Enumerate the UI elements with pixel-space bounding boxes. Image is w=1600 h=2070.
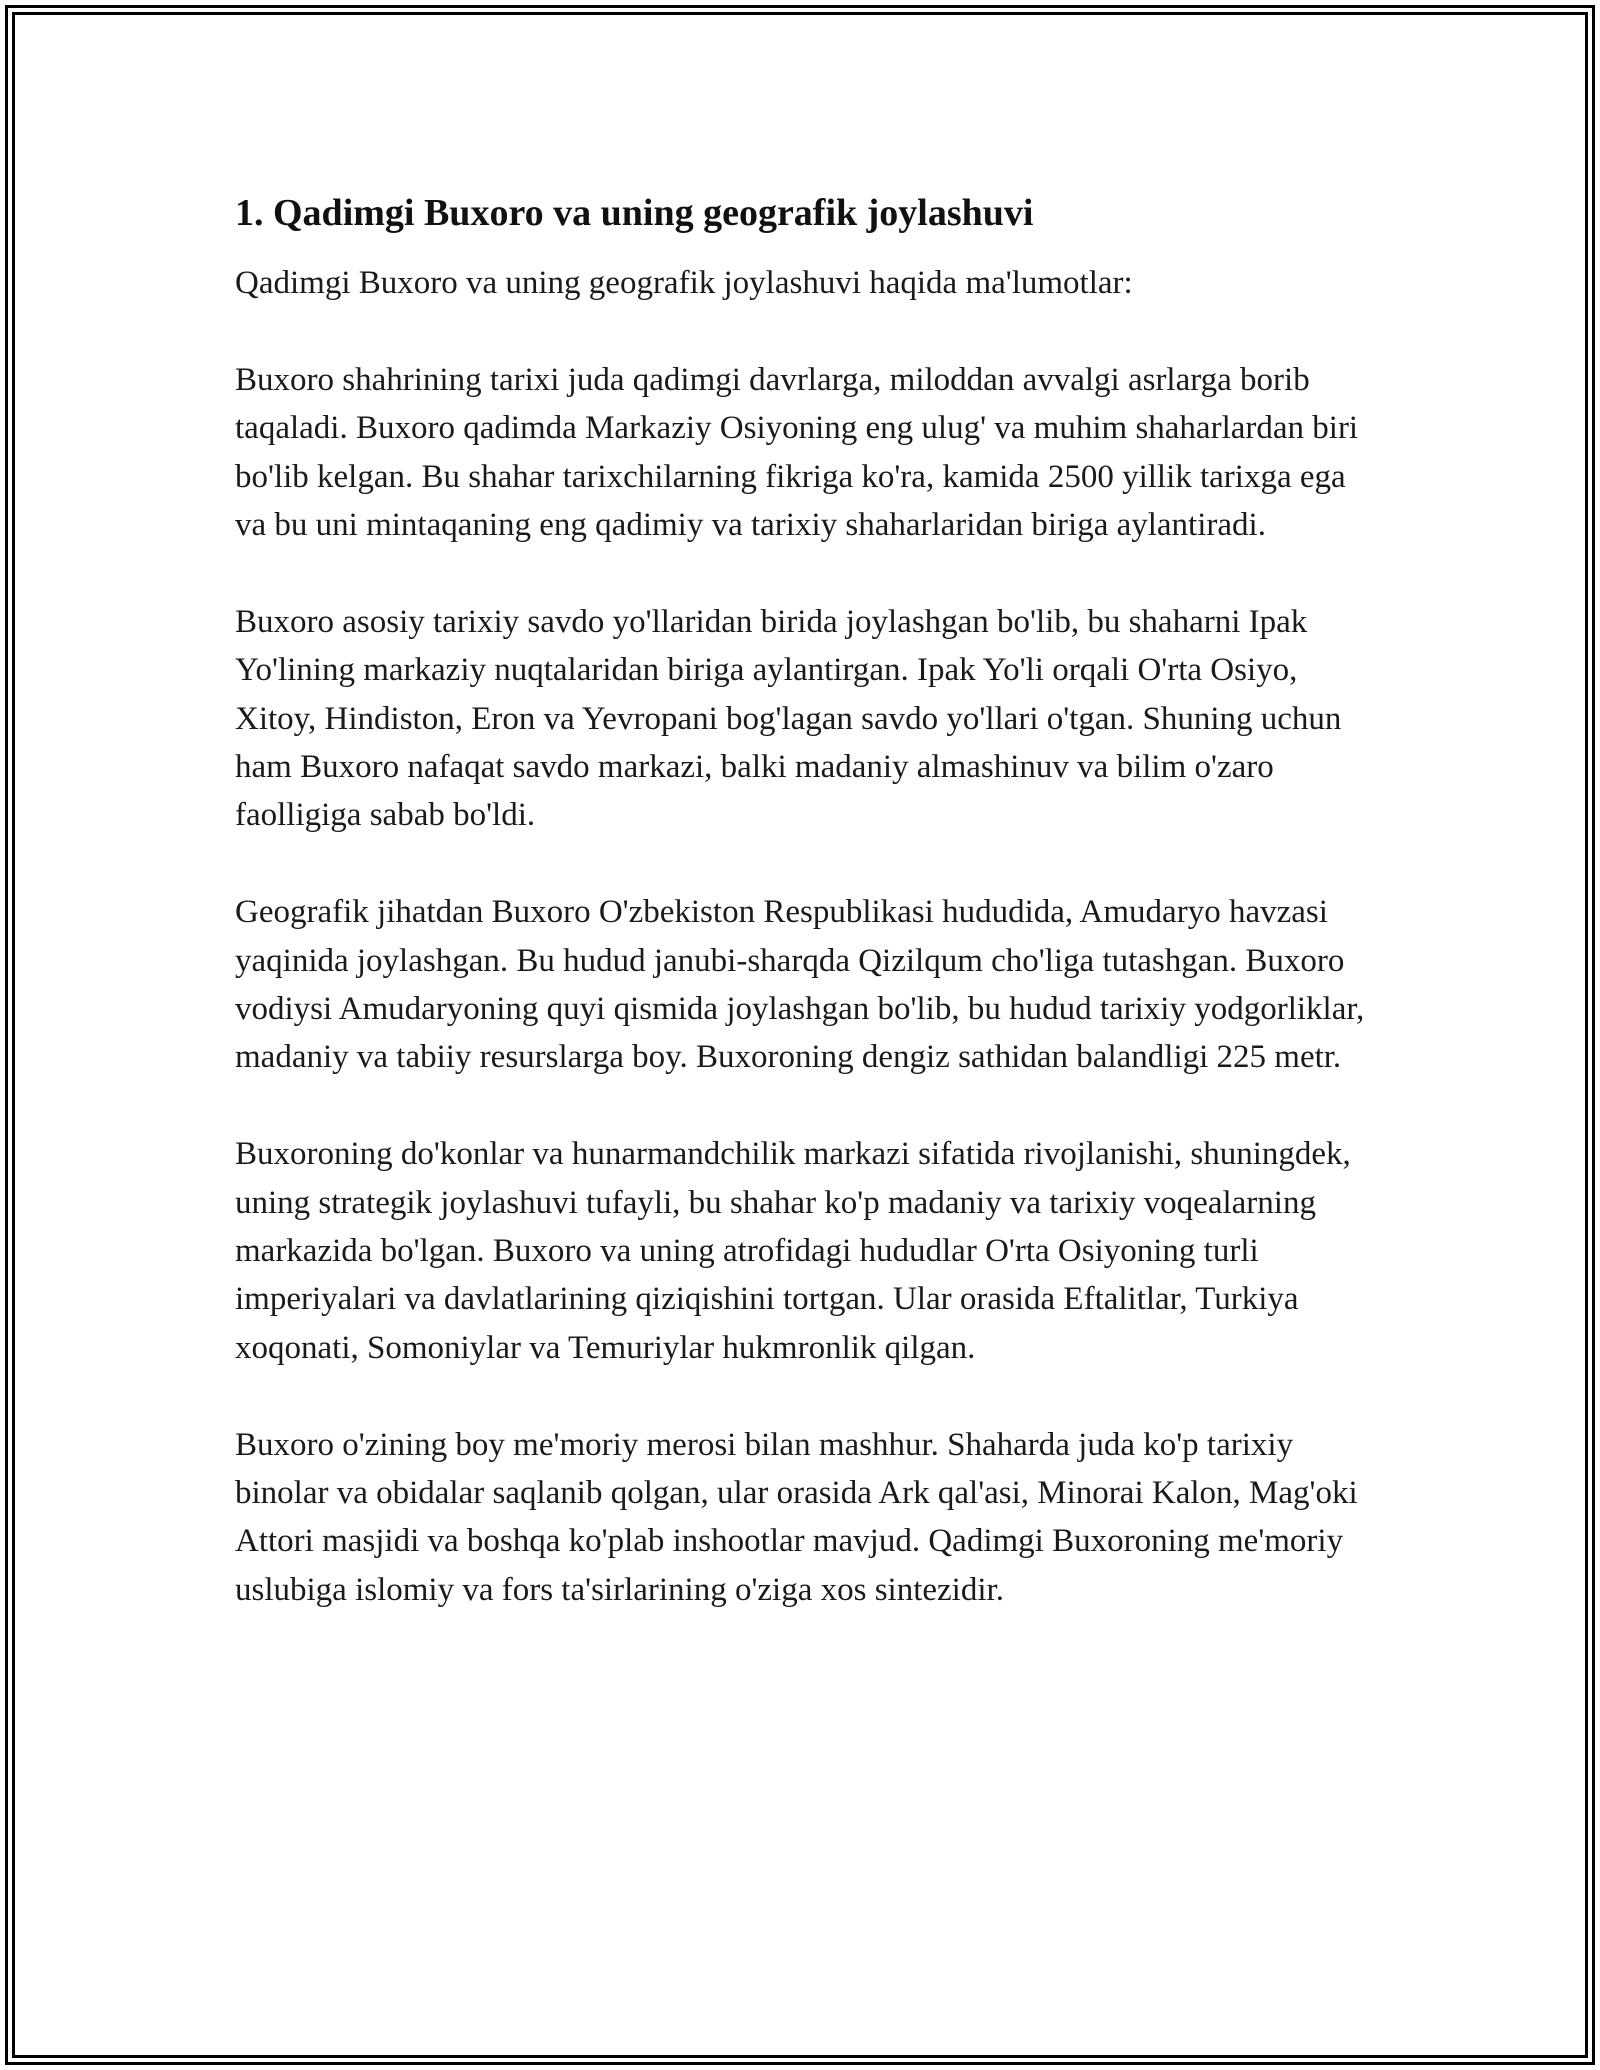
geography-paragraph: Geografik jihatdan Buxoro O'zbekiston Respublikasi hududida, Amudaryo havzasi yaqinida joylashgan. Bu hudud janubi-sharqda Qizilqum cho'liga tutashgan. Buxoro vodiysi Amudaryoning quyi qismida joylashgan bo'lib, bu hudud tarixiy yodgorliklar, madaniy va tabiiy resurslarga boy. Buxoroning dengiz sathidan balandligi 225 metr. — [235, 894, 1365, 1076]
architecture-paragraph: Buxoro o'zining boy me'moriy merosi bilan mashhur. Shaharda juda ko'p tarixiy binolar va obidalar saqlanib qolgan, ular orasida Ark qal'asi, Minorai Kalon, Mag'oki Attori masjidi va boshqa ko'plab inshootlar mavjud. Qadimgi Buxoroning me'moriy uslubiga islomiy va fors ta'sirlarining o'ziga xos sintezidir. — [235, 1426, 1358, 1608]
history-paragraph: Buxoro shahrining tarixi juda qadimgi davrlarga, miloddan avvalgi asrlarga borib taqaladi. Buxoro qadimda Markaziy Osiyoning eng ulug' va muhim shaharlardan biri bo'lib kelgan. Bu shahar tarixchilarning fikriga ko'ra, kamida 2500 yillik tarixga ega va bu uni mintaqaning eng qadimiy va tarixiy shaharlaridan biriga aylantiradi. — [235, 361, 1359, 544]
document-title: 1. Qadimgi Buxoro va uning geografik joylashuvi — [235, 192, 1034, 234]
intro-paragraph: Qadimgi Buxoro va uning geografik joylashuvi haqida ma'lumotlar: — [235, 265, 1133, 301]
silk-road-paragraph: Buxoro asosiy tarixiy savdo yo'llaridan birida joylashgan bo'lib, bu shaharni Ipak Yo'lining markaziy nuqtalaridan biriga aylantirgan. Ipak Yo'li orqali O'rta Osiyo, Xitoy, Hindiston, Eron va Yevropani bog'lagan savdo yo'llari o'tgan. Shuning uchun ham Buxoro nafaqat savdo markazi, balki madaniy almashinuv va bilim o'zaro faolligiga sabab bo'ldi. — [235, 603, 1342, 834]
document-body — [235, 187, 1375, 1663]
trade-center-paragraph: Buxoroning do'konlar va hunarmandchilik markazi sifatida rivojlanishi, shuningdek, uning strategik joylashuvi tufayli, bu shahar ko'p madaniy va tarixiy voqealarning markazida bo'lgan. Buxoro va uning atrofidagi hududlar O'rta Osiyoning turli imperiyalari va davlatlarining qiziqishini tortgan. Ular orasida Eftalitlar, Turkiya xoqonati, Somoniylar va Temuriylar hukmronlik qilgan. — [235, 1136, 1351, 1366]
